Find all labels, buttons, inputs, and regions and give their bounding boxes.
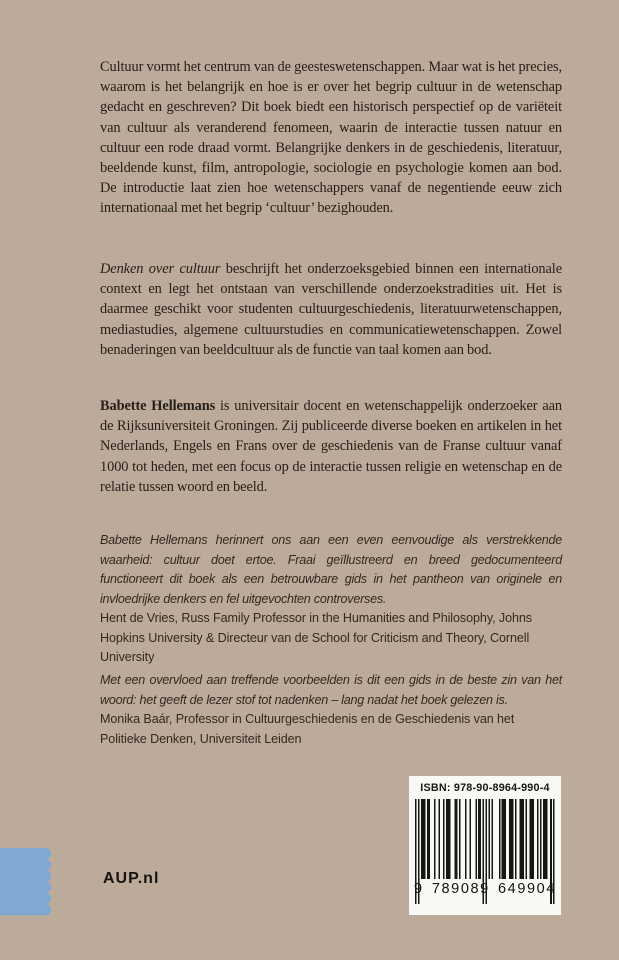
endorsement-attribution: Hent de Vries, Russ Family Professor in the Humanities and Philosophy, Johns Hopkins University & Directeur van de School for Criticism and Theory, Cornell University: [100, 611, 532, 664]
endorsement-2: [100, 671, 562, 749]
endorsement-1: [100, 531, 562, 668]
publisher-logo: AUP.nl: [103, 870, 160, 887]
author-bio-paragraph: [100, 396, 562, 497]
author-name-bold: Babette Hellemans: [100, 398, 216, 414]
isbn-digits: 9 789089 649904: [414, 881, 556, 897]
endorsement-attribution: Monika Baár, Professor in Cultuurgeschiedenis en de Geschiedenis van het Politieke Denken, Universiteit Leiden: [100, 712, 515, 746]
synopsis-paragraph: Cultuur vormt het centrum van de geesteswetenschappen. Maar wat is het precies, waarom is het belangrijk en hoe is er over het begrip cultuur in de wetenschap gedacht en geschreven? Dit boek biedt een historisch perspectief op de variëteit van cultuur als veranderend fenomeen, waarin de interactie tussen natuur en cultuur een rode draad vormt. Belangrijke denkers in de geschiedenis, literatuur, beeldende kunst, film, antropologie, sociologie en psychologie komen aan bod. De introductie laat zien hoe wetenschappers vanaf de negentiende eeuw zich internationaal met het begrip ‘cultuur’ bezighouden.: [100, 59, 562, 217]
book-title-italic: Denken over cultuur: [100, 261, 221, 277]
audience-paragraph-text: beschrijft het onderzoeksgebied binnen een internationale context en legt het ontstaan van verschillende onderzoekstradities uit. Het is daarmee geschikt voor studenten cultuurgeschiedenis, literatuurwetenschappen, mediastudies, algemene cultuurstudies en communicatiewetenschappen. Zowel benaderingen van beeldcultuur als de functie van taal komen aan bod.: [100, 261, 562, 358]
audience-paragraph: [100, 259, 562, 360]
ribbon-shape: [0, 848, 51, 915]
publisher-ribbon: [0, 848, 54, 917]
isbn-barcode: [409, 776, 561, 915]
endorsement-quote: Met een overvloed aan treffende voorbeelden is dit een gids in de beste zin van het woord: het geeft de lezer stof tot nadenken – lang nadat het boek gelezen is.: [100, 673, 562, 707]
author-bio-text: is universitair docent en wetenschappelijk onderzoeker aan de Rijksuniversiteit Groningen. Zij publiceerde diverse boeken en artikelen in het Nederlands, Engels en Frans over de geschiedenis van de Franse cultuur vanaf 1000 tot heden, met een focus op de interactie tussen religie en wetenschap en de relatie tussen woord en beeld.: [100, 398, 562, 495]
endorsement-quote: Babette Hellemans herinnert ons aan een even eenvoudige als verstrekkende waarheid: cultuur doet ertoe. Fraai geïllustreerd en breed gedocumenteerd functioneert dit boek als een betrouwbare gids in het pantheon van originele en invloedrijke denkers en fel uitgevochten controverses.: [100, 533, 562, 606]
isbn-label: ISBN: 978-90-8964-990-4: [420, 782, 550, 794]
